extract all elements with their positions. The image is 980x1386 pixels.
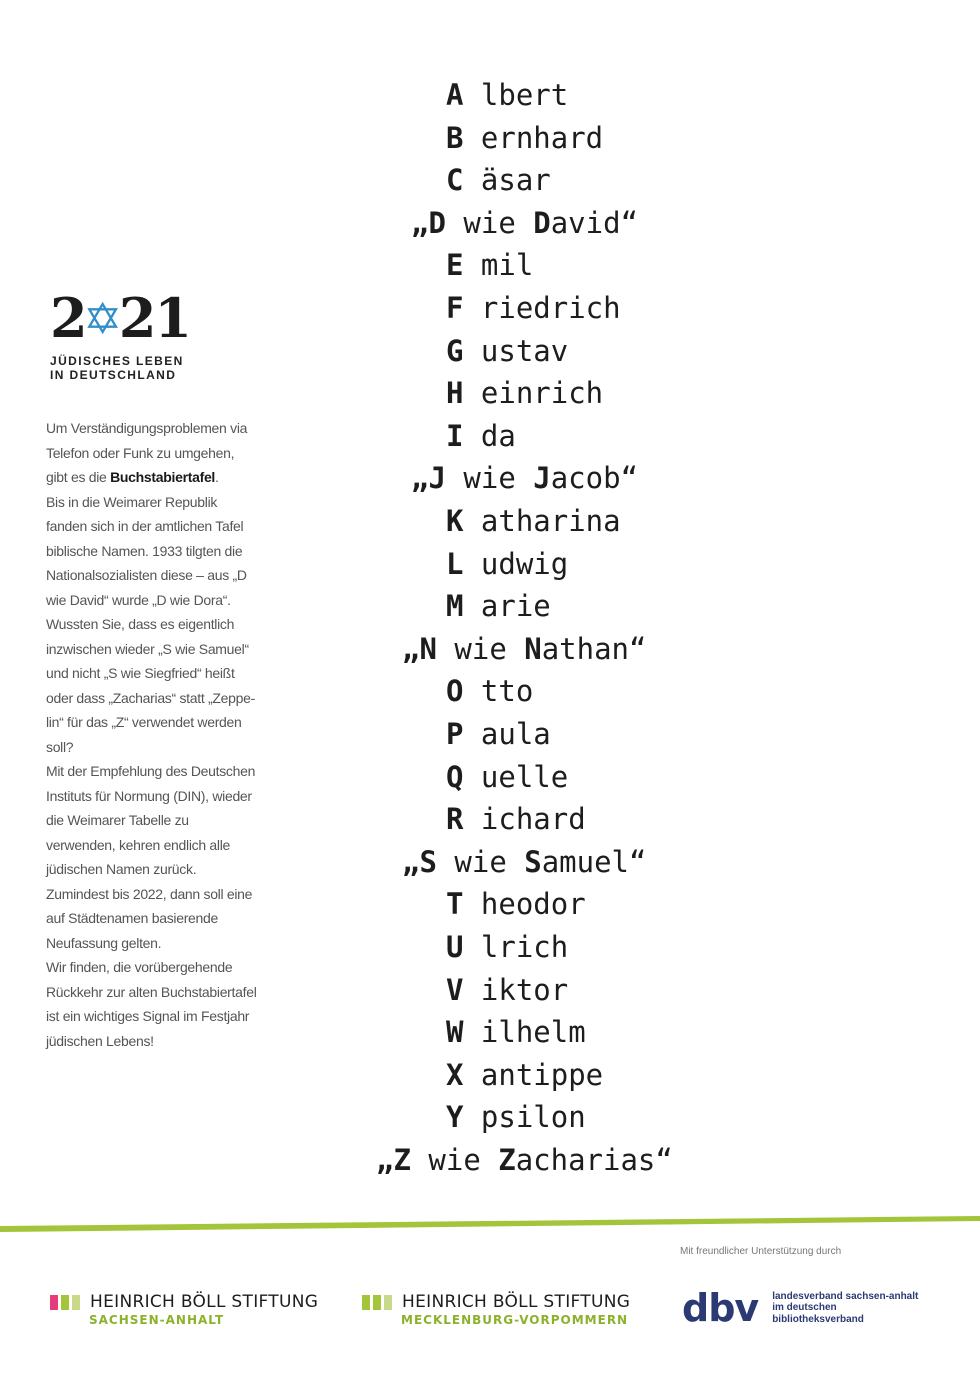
alphabet-row-u: [446, 926, 568, 968]
alphabet-row-d: [411, 202, 638, 244]
quote-open: „: [376, 1143, 394, 1177]
row-name-rest: ernhard: [463, 120, 604, 155]
row-name-rest: mil: [463, 248, 534, 283]
hbs1-name: HEINRICH BÖLL STIFTUNG: [90, 1292, 319, 1312]
intro-text: [46, 416, 258, 1053]
row-name-rest: tto: [463, 674, 534, 709]
intro-paragraph-1: [46, 416, 258, 490]
row-name-rest: einrich: [463, 376, 604, 411]
alphabet-row-l: [446, 543, 568, 585]
quote-close: “: [629, 844, 647, 879]
alphabet-row-m: [446, 585, 551, 627]
row-letter: Q: [446, 759, 464, 794]
hbs-squares-icon: [362, 1295, 392, 1310]
dbv-line1: landesverband sachsen-anhalt: [772, 1290, 919, 1302]
hbs-mecklenburg-logo: [362, 1292, 630, 1327]
alphabet-row-z: [376, 1139, 673, 1181]
row-letter: H: [446, 376, 464, 411]
row-name-rest: psilon: [463, 1100, 586, 1135]
quote-open: „: [402, 844, 420, 879]
row-wie: wie: [436, 844, 525, 879]
alphabet-row-t: [446, 883, 586, 925]
star-of-david-icon: [86, 293, 119, 343]
quote-open: „: [411, 205, 429, 240]
intro-paragraph-3: Wussten Sie, dass es eigentlich inzwischen wieder „S wie Samuel“ und nicht „S wie Siegfried“ heißt oder dass „Zacharias“ statt „Zeppelin“ für das „Z“ verwendet werden soll?: [46, 616, 256, 755]
logo-subtitle-line2: IN DEUTSCHLAND: [50, 368, 177, 382]
row-letter: D: [428, 205, 446, 240]
row-letter: S: [419, 844, 437, 879]
row-name-rest: amuel: [541, 844, 630, 879]
hbs2-region: MECKLENBURG-VORPOMMERN: [401, 1313, 629, 1327]
row-letter: B: [446, 120, 464, 155]
alphabet-row-b: [446, 117, 603, 159]
row-name-rest: arie: [463, 589, 551, 624]
row-letter: E: [446, 248, 464, 283]
row-letter: V: [446, 972, 464, 1007]
row-name-rest: da: [463, 418, 516, 453]
row-letter: C: [446, 163, 464, 198]
row-wie: wie: [410, 1143, 499, 1177]
row-name-rest: aula: [463, 717, 551, 751]
row-name-rest: iktor: [463, 972, 569, 1007]
alphabet-row-f: [446, 287, 621, 329]
alphabet-row-v: [446, 969, 568, 1011]
alphabet-row-x: [446, 1054, 603, 1096]
row-letter: K: [446, 504, 464, 538]
row-name-rest: ichard: [463, 802, 586, 837]
dbv-text: [772, 1291, 918, 1326]
row-name-rest: avid: [550, 205, 621, 240]
alphabet-row-a: [446, 74, 568, 116]
logo-year-right: 21: [118, 286, 190, 350]
alphabet-row-c: [446, 159, 551, 201]
green-divider-line: [0, 1216, 980, 1246]
alphabet-row-p: [446, 713, 551, 755]
logo-2021: [50, 286, 190, 382]
row-letter: P: [446, 717, 464, 751]
intro-p1-text: Um Verständigungsproblemen via Telefon oder Funk zu umgehen, gibt es die: [46, 420, 248, 485]
row-wie: wie: [445, 205, 534, 240]
alphabet-row-k: [446, 500, 621, 542]
quote-open: „: [411, 461, 429, 496]
row-name-rest: athan: [541, 631, 630, 666]
row-name-rest: riedrich: [463, 291, 621, 325]
logo-year-left: 2: [50, 286, 86, 350]
row-name-rest: acharias: [515, 1143, 656, 1177]
hbs1-region: SACHSEN-ANHALT: [89, 1313, 225, 1327]
row-letter: Z: [393, 1143, 411, 1177]
row-name-rest: lbert: [463, 78, 569, 112]
intro-paragraph-2: Bis in die Weimarer Republik fanden sich in der amtlichen Tafel biblische Namen. 1933 tilgten die Nationalsozialisten diese – aus „D wie David“ wurde „D wie Dora“.: [46, 493, 247, 608]
row-name-letter: D: [533, 205, 551, 240]
dbv-line3: bibliotheksverband: [772, 1313, 864, 1325]
row-name-rest: heodor: [463, 887, 586, 922]
alphabet-row-i: [446, 415, 516, 457]
row-name-letter: J: [533, 461, 551, 496]
row-letter: F: [446, 291, 464, 325]
row-name-rest: acob: [550, 461, 621, 496]
logo-subtitle-line1: JÜDISCHES LEBEN: [50, 354, 184, 368]
dbv-line2: im deutschen: [772, 1302, 837, 1314]
quote-close: “: [655, 1143, 673, 1177]
alphabet-row-q: [446, 756, 568, 798]
intro-paragraph-5: Wir finden, die vorübergehende Rückkehr zur alten Buchstabiertafel ist ein wichtiges Signal im Festjahr jüdischen Lebens!: [46, 959, 257, 1049]
row-letter: L: [446, 546, 464, 581]
row-letter: T: [446, 887, 464, 922]
intro-p1-end: .: [215, 469, 219, 485]
row-name-rest: uelle: [463, 759, 569, 794]
row-name-rest: antippe: [463, 1057, 604, 1092]
logo-subtitle: [50, 354, 190, 382]
alphabet-row-h: [446, 372, 603, 414]
row-letter: R: [446, 802, 464, 837]
quote-open: „: [402, 631, 420, 666]
alphabet-row-j: [411, 457, 638, 499]
row-name-rest: ilhelm: [463, 1015, 586, 1050]
alphabet-row-g: [446, 330, 568, 372]
hbs-sachsen-anhalt-logo: [50, 1292, 318, 1327]
row-name-rest: äsar: [463, 163, 551, 198]
dbv-wordmark: dbv: [682, 1286, 759, 1330]
row-name-rest: atharina: [463, 504, 621, 538]
row-name-letter: N: [524, 631, 542, 666]
row-wie: wie: [436, 631, 525, 666]
row-letter: G: [446, 333, 464, 368]
row-letter: I: [446, 418, 464, 453]
alphabet-row-s: [402, 841, 647, 883]
row-letter: N: [419, 631, 437, 666]
hbs-squares-icon: [50, 1295, 80, 1310]
quote-close: “: [629, 631, 647, 666]
alphabet-row-o: [446, 670, 533, 712]
row-letter: J: [428, 461, 446, 496]
logo-year: [50, 286, 190, 350]
hbs2-name: HEINRICH BÖLL STIFTUNG: [402, 1292, 631, 1312]
alphabet-row-y: [446, 1096, 586, 1138]
row-letter: U: [446, 930, 464, 964]
row-wie: wie: [445, 461, 534, 496]
row-letter: W: [446, 1015, 464, 1050]
thanks-text: Mit freundlicher Unterstützung durch: [680, 1246, 842, 1257]
intro-p1-bold: Buchstabiertafel: [110, 469, 216, 485]
row-letter: A: [446, 78, 464, 112]
row-letter: X: [446, 1057, 464, 1092]
alphabet-row-e: [446, 244, 533, 286]
row-name-letter: S: [524, 844, 542, 879]
row-letter: O: [446, 674, 464, 709]
dbv-logo: [682, 1288, 918, 1328]
row-letter: Y: [446, 1100, 464, 1135]
row-name-rest: udwig: [463, 546, 569, 581]
alphabet-row-r: [446, 798, 586, 840]
row-letter: M: [446, 589, 464, 624]
intro-paragraph-4: Mit der Empfehlung des Deutschen Instituts für Normung (DIN), wieder die Weimarer Tabelle zu verwenden, kehren endlich alle jüdischen Namen zurück. Zumindest bis 2022, dann soll eine auf Städtenamen basierende Neufassung gelten.: [46, 763, 256, 951]
quote-close: “: [620, 461, 639, 496]
quote-close: “: [620, 205, 639, 240]
row-name-rest: lrich: [463, 930, 569, 964]
alphabet-row-n: [402, 628, 647, 670]
alphabet-row-w: [446, 1011, 586, 1053]
row-name-rest: ustav: [463, 333, 569, 368]
row-name-letter: Z: [498, 1143, 516, 1177]
